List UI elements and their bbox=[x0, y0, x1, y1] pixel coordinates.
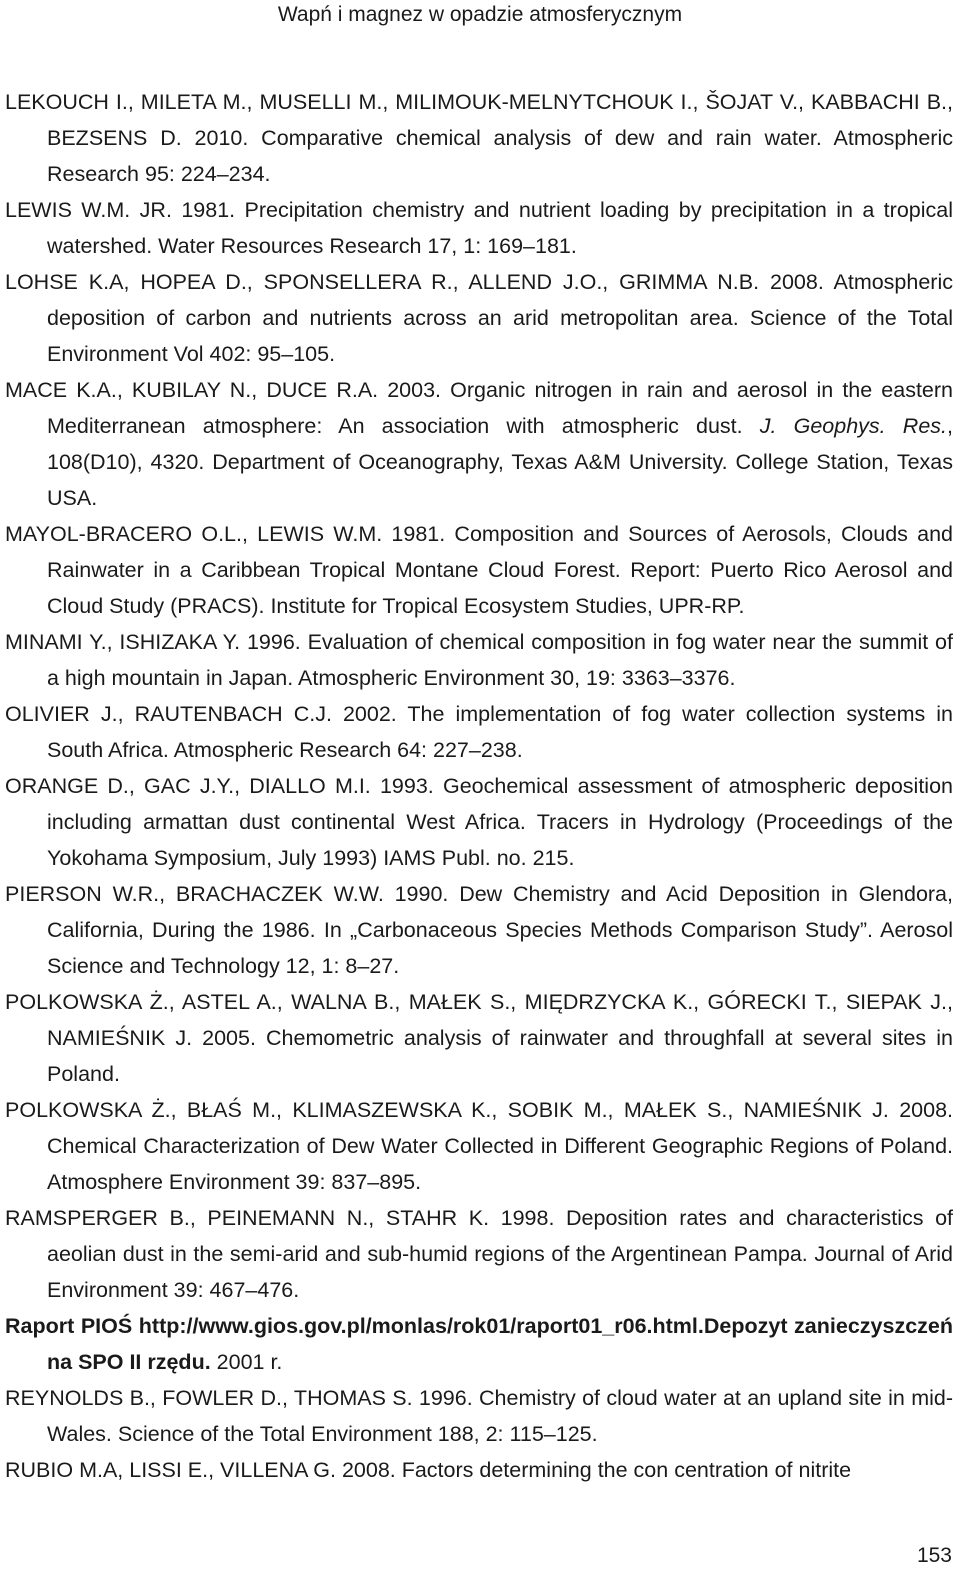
reference-text: , 108(D10), 4320. Department of Oceanography, Texas A&M University. College Station, Texas USA. bbox=[47, 414, 953, 510]
reference-entry bbox=[5, 1308, 953, 1380]
reference-entry: LEKOUCH I., MILETA M., MUSELLI M., MILIMOUK-MELNYTCHOUK I., ŠOJAT V., KABBACHI B., BEZSENS D. 2010. Comparative chemical analysis of dew and rain water. Atmospheric Research 95: 224–234. bbox=[5, 90, 953, 186]
reference-entry: LEWIS W.M. JR. 1981. Precipitation chemistry and nutrient loading by precipitation in a tropical watershed. Water Resources Research 17, 1: 169–181. bbox=[5, 198, 953, 258]
journal-title: J. Geophys. Res. bbox=[759, 414, 948, 438]
reference-entry: ORANGE D., GAC J.Y., DIALLO M.I. 1993. Geochemical assessment of atmospheric deposition including armattan dust continental West Africa. Tracers in Hydrology (Proceedings of the Yokohama Symposium, July 1993) IAMS Publ. no. 215. bbox=[5, 774, 953, 870]
reference-entry: PIERSON W.R., BRACHACZEK W.W. 1990. Dew Chemistry and Acid Deposition in Glendora, California, During the 1986. In „Carbonaceous Species Methods Comparison Study”. Aerosol Science and Technology 12, 1: 8–27. bbox=[5, 882, 953, 978]
reference-entry: RAMSPERGER B., PEINEMANN N., STAHR K. 1998. Deposition rates and characteristics of aeolian dust in the semi-arid and sub-humid regions of the Argentinean Pampa. Journal of Arid Environment 39: 467–476. bbox=[5, 1206, 953, 1302]
running-header: Wapń i magnez w opadzie atmosferycznym bbox=[277, 3, 683, 26]
reference-entry bbox=[5, 372, 953, 516]
reference-entry: POLKOWSKA Ż., ASTEL A., WALNA B., MAŁEK S., MIĘDRZYCKA K., GÓRECKI T., SIEPAK J., NAMIEŚNIK J. 2005. Chemometric analysis of rainwater and throughfall at several sites in Poland. bbox=[5, 990, 953, 1086]
reference-entry: OLIVIER J., RAUTENBACH C.J. 2002. The implementation of fog water collection systems in South Africa. Atmospheric Research 64: 227–238. bbox=[5, 702, 953, 762]
reference-entry: RUBIO M.A, LISSI E., VILLENA G. 2008. Factors determining the con centration of nitrite bbox=[5, 1458, 852, 1482]
reference-text: 2001 r. bbox=[210, 1350, 283, 1374]
reference-entry: REYNOLDS B., FOWLER D., THOMAS S. 1996. Chemistry of cloud water at an upland site in mid-Wales. Science of the Total Environment 188, 2: 115–125. bbox=[5, 1386, 953, 1446]
reference-list bbox=[5, 84, 953, 1488]
reference-entry: POLKOWSKA Ż., BŁAŚ M., KLIMASZEWSKA K., SOBIK M., MAŁEK S., NAMIEŚNIK J. 2008. Chemical Characterization of Dew Water Collected in Different Geographic Regions of Poland. Atmosphere Environment 39: 837–895. bbox=[5, 1098, 953, 1194]
reference-text: MACE K.A., KUBILAY N., DUCE R.A. 2003. Organic nitrogen in rain and aerosol in the eastern Mediterranean atmosphere: An association with atmospheric dust. bbox=[5, 378, 953, 438]
reference-entry: LOHSE K.A, HOPEA D., SPONSELLERA R., ALLEND J.O., GRIMMA N.B. 2008. Atmospheric deposition of carbon and nutrients across an arid metropolitan area. Science of the Total Environment Vol 402: 95–105. bbox=[5, 270, 953, 366]
page-number: 153 bbox=[916, 1544, 952, 1567]
reference-bold-text: Raport PIOŚ http://www.gios.gov.pl/monlas/rok01/raport01_r06.html.Depozyt zanieczyszczeń na SPO II rzędu. bbox=[5, 1314, 953, 1374]
reference-entry: MINAMI Y., ISHIZAKA Y. 1996. Evaluation of chemical composition in fog water near the summit of a high mountain in Japan. Atmospheric Environment 30, 19: 3363–3376. bbox=[5, 630, 953, 690]
reference-entry: MAYOL-BRACERO O.L., LEWIS W.M. 1981. Composition and Sources of Aerosols, Clouds and Rainwater in a Caribbean Tropical Montane Cloud Forest. Report: Puerto Rico Aerosol and Cloud Study (PRACS). Institute for Tropical Ecosystem Studies, UPR-RP. bbox=[5, 522, 953, 618]
